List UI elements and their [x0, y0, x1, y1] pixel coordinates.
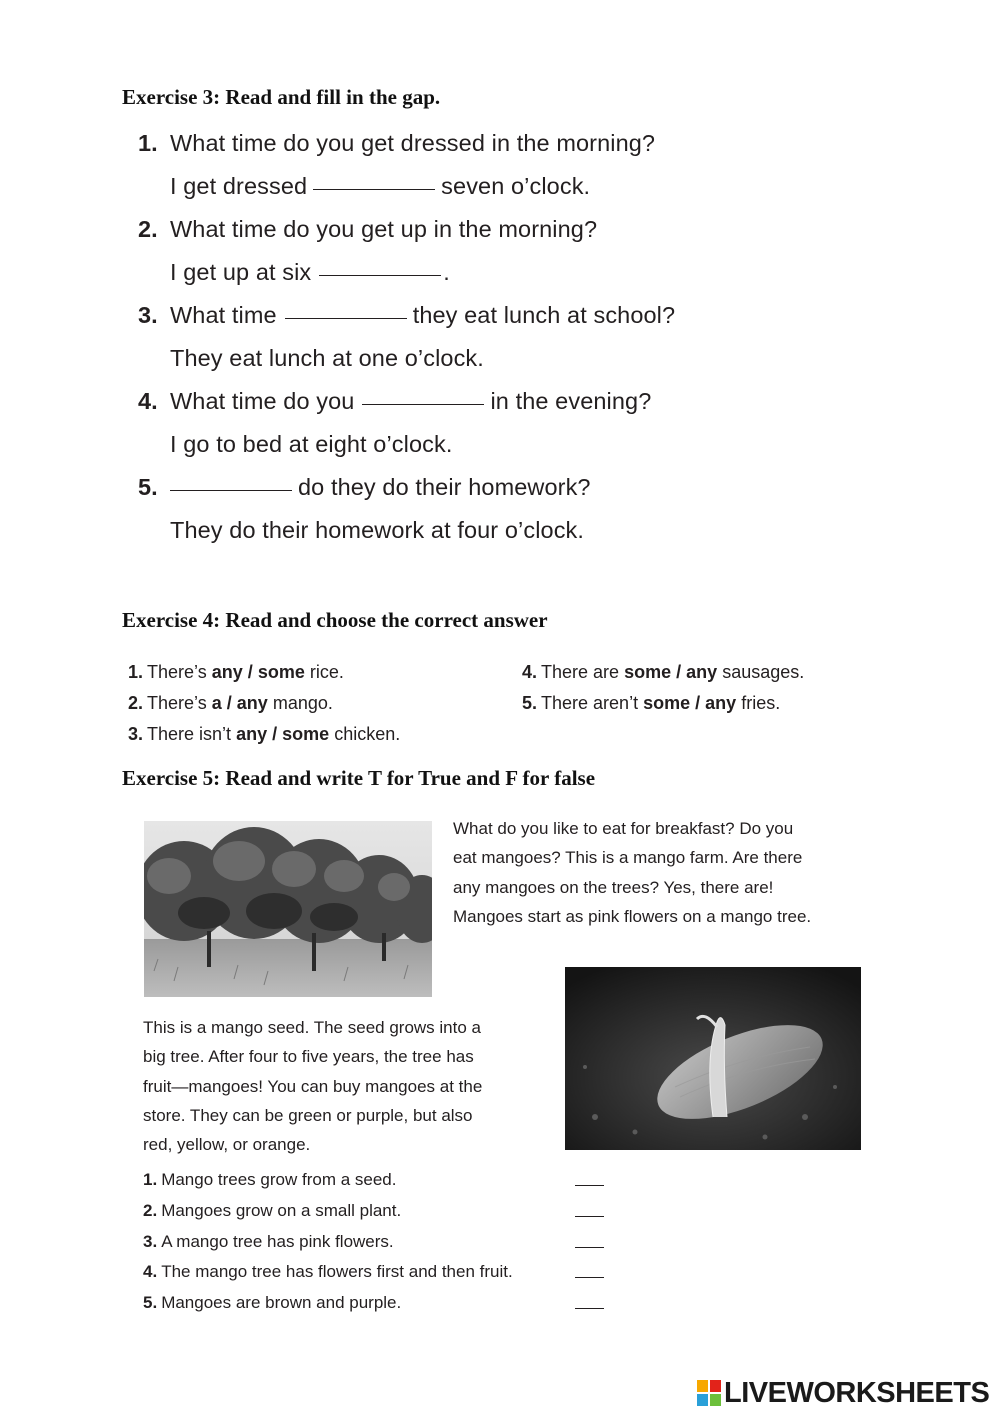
- ex3-question-text: in the evening?: [490, 388, 652, 414]
- ex3-gap-1-input[interactable]: [313, 188, 435, 190]
- ex4-item-4: [522, 662, 804, 683]
- ex3-number: 4.: [138, 388, 158, 414]
- tf-number: 4.: [143, 1262, 158, 1281]
- ex4-option-a[interactable]: some: [643, 693, 691, 713]
- liveworksheets-logo: [697, 1378, 989, 1408]
- ex3-question-2: [138, 216, 597, 243]
- tf-answer-2-input[interactable]: [575, 1216, 604, 1217]
- ex3-answer-text: I get up at six: [170, 259, 312, 285]
- ex3-question-text: they eat lunch at school?: [412, 302, 676, 328]
- ex4-item-5: [522, 693, 780, 714]
- tf-text: The mango tree has flowers first and then fruit.: [161, 1262, 513, 1281]
- tf-text: Mangoes grow on a small plant.: [161, 1201, 402, 1220]
- ex3-answer-text: I get dressed: [170, 173, 308, 199]
- exercise-3-heading: Exercise 3: Read and fill in the gap.: [122, 85, 441, 109]
- tf-text: Mango trees grow from a seed.: [161, 1170, 397, 1189]
- ex4-option-a[interactable]: a: [211, 693, 222, 713]
- ex4-separator: /: [272, 724, 278, 744]
- tf-statement-4: [143, 1262, 513, 1282]
- paragraph-line: eat mangoes? This is a mango farm. Are there: [453, 848, 803, 868]
- paragraph-line: What do you like to eat for breakfast? Do you: [453, 819, 794, 838]
- ex4-option-a[interactable]: any: [211, 662, 243, 682]
- ex4-number: 2.: [128, 693, 144, 713]
- ex3-question-text: What time: [170, 302, 277, 328]
- ex4-text: fries.: [741, 693, 781, 713]
- ex3-answer-text: They eat lunch at one o’clock.: [170, 345, 484, 371]
- tf-number: 5.: [143, 1293, 158, 1312]
- ex4-item-3: [128, 724, 400, 745]
- ex4-separator: /: [247, 662, 253, 682]
- ex4-number: 5.: [522, 693, 538, 713]
- paragraph-line: fruit—mangoes! You can buy mangoes at the: [143, 1076, 483, 1096]
- tf-answer-3-input[interactable]: [575, 1247, 604, 1248]
- exercise-4-heading: Exercise 4: Read and choose the correct answer: [122, 608, 548, 632]
- ex3-gap-2-input[interactable]: [319, 274, 441, 276]
- paragraph-line: red, yellow, or orange.: [143, 1135, 311, 1155]
- ex4-text: There’s: [147, 662, 207, 682]
- ex3-question-text: do they do their homework?: [298, 474, 591, 500]
- ex4-option-b[interactable]: any: [236, 693, 268, 713]
- tf-text: A mango tree has pink flowers.: [161, 1232, 394, 1251]
- exercise-5-heading: Exercise 5: Read and write T for True and F for false: [122, 766, 596, 790]
- ex3-answer-4: [138, 431, 452, 458]
- paragraph-line: any mangoes on the trees? Yes, there are!: [453, 877, 774, 897]
- ex4-number: 3.: [128, 724, 144, 744]
- ex3-answer-text: .: [443, 259, 450, 285]
- tf-statement-3: [143, 1232, 394, 1252]
- paragraph-line: Mangoes start as pink flowers on a mango tree.: [453, 906, 812, 926]
- ex3-answer-text: I go to bed at eight o’clock.: [170, 431, 453, 457]
- ex3-gap-3-input[interactable]: [285, 317, 407, 319]
- ex3-answer-5: [138, 517, 584, 544]
- ex4-separator: /: [676, 662, 682, 682]
- ex3-question-3: [138, 302, 675, 329]
- ex4-text: chicken.: [334, 724, 401, 744]
- ex3-question-5: [138, 474, 591, 501]
- tf-answer-1-input[interactable]: [575, 1185, 604, 1186]
- ex4-item-1: [128, 662, 344, 683]
- ex4-text: mango.: [272, 693, 333, 713]
- ex4-text: There’s: [147, 693, 207, 713]
- ex4-text: There are: [541, 662, 620, 682]
- tf-answer-5-input[interactable]: [575, 1308, 604, 1309]
- ex3-answer-3: [138, 345, 484, 372]
- ex3-question-text: What time do you get up in the morning?: [170, 216, 598, 242]
- tf-statement-1: [143, 1170, 396, 1190]
- ex4-text: sausages.: [722, 662, 805, 682]
- liveworksheets-logo-icon: [697, 1380, 721, 1406]
- paragraph-line: This is a mango seed. The seed grows into a: [143, 1018, 481, 1037]
- tf-number: 1.: [143, 1170, 158, 1189]
- ex4-number: 4.: [522, 662, 538, 682]
- tf-statement-5: [143, 1293, 401, 1313]
- exercise-5-paragraph-2: [143, 1013, 482, 1159]
- ex4-option-b[interactable]: any: [705, 693, 737, 713]
- ex4-text: rice.: [309, 662, 344, 682]
- tf-statement-2: [143, 1201, 401, 1221]
- ex4-text: There aren’t: [541, 693, 639, 713]
- liveworksheets-brand-text: LIVEWORKSHEETS: [724, 1376, 990, 1409]
- ex4-option-b[interactable]: any: [686, 662, 718, 682]
- ex3-answer-text: They do their homework at four o’clock.: [170, 517, 585, 543]
- tf-answer-4-input[interactable]: [575, 1277, 604, 1278]
- ex3-question-1: [138, 130, 655, 157]
- ex4-number: 1.: [128, 662, 144, 682]
- ex3-number: 2.: [138, 216, 158, 242]
- ex3-number: 5.: [138, 474, 158, 500]
- paragraph-line: store. They can be green or purple, but also: [143, 1105, 473, 1125]
- ex4-option-a[interactable]: some: [624, 662, 672, 682]
- ex3-question-text: What time do you get dressed in the morning?: [170, 130, 656, 156]
- ex3-gap-5-input[interactable]: [170, 489, 292, 491]
- ex4-option-a[interactable]: any: [236, 724, 268, 744]
- ex3-number: 3.: [138, 302, 158, 328]
- paragraph-line: big tree. After four to five years, the tree has: [143, 1047, 474, 1067]
- ex4-text: There isn’t: [147, 724, 232, 744]
- tf-number: 3.: [143, 1232, 158, 1251]
- ex4-separator: /: [695, 693, 701, 713]
- ex4-option-b[interactable]: some: [282, 724, 330, 744]
- tf-text: Mangoes are brown and purple.: [161, 1293, 402, 1312]
- ex3-answer-text: seven o’clock.: [441, 173, 591, 199]
- ex4-separator: /: [226, 693, 232, 713]
- tf-number: 2.: [143, 1201, 158, 1220]
- mango-farm-photo: [144, 821, 432, 997]
- ex3-question-text: What time do you: [170, 388, 355, 414]
- mango-seed-photo: [565, 967, 861, 1150]
- ex3-number: 1.: [138, 130, 158, 156]
- ex3-answer-1: [138, 173, 590, 200]
- exercise-5-paragraph-1: [453, 814, 811, 931]
- ex3-answer-2: [138, 259, 450, 286]
- ex3-question-4: [138, 388, 651, 415]
- ex4-option-b[interactable]: some: [257, 662, 305, 682]
- ex4-item-2: [128, 693, 333, 714]
- ex3-gap-4-input[interactable]: [362, 403, 484, 405]
